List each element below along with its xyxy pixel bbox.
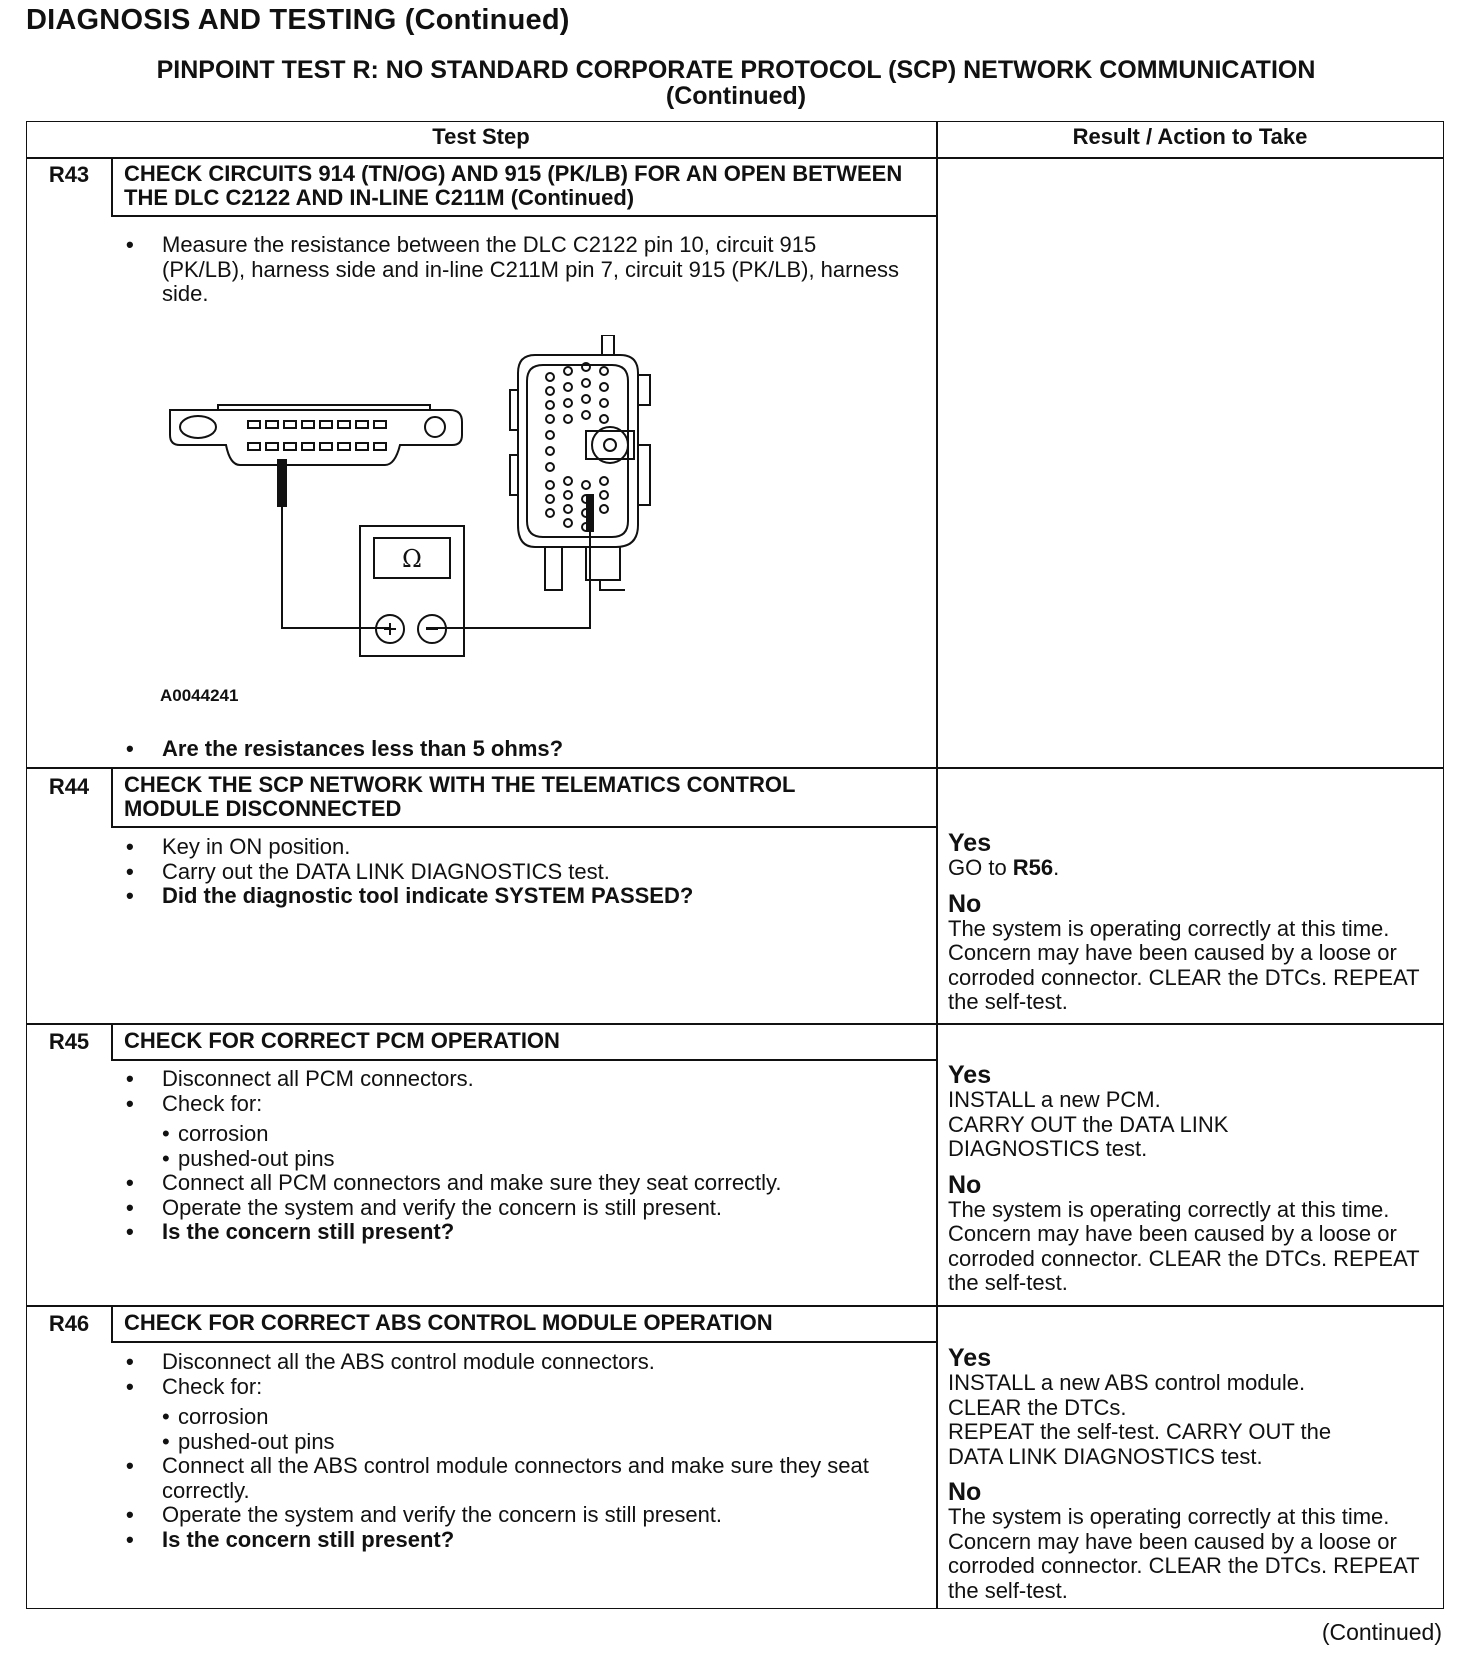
bullet-r46-1: • Disconnect all the ABS control module connectors.: [122, 1350, 892, 1375]
sub-bullet-r46-1: • corrosion: [122, 1405, 892, 1430]
column-header-result: Result / Action to Take: [1072, 124, 1308, 149]
ohm-symbol: Ω: [402, 545, 422, 573]
question-block-r43: [122, 737, 922, 762]
bullet-r45-2: • Check for:: [122, 1092, 922, 1117]
bullet-r46-2: • Check for:: [122, 1375, 892, 1400]
yes-label-r45: Yes: [948, 1061, 992, 1089]
subtitle-line-1: PINPOINT TEST R: NO STANDARD CORPORATE PROTOCOL (SCP) NETWORK COMMUNICATION: [156, 56, 1316, 84]
page-title: DIAGNOSIS AND TESTING (Continued): [26, 4, 570, 36]
bullet-r44-2: • Carry out the DATA LINK DIAGNOSTICS test.: [122, 860, 922, 885]
step-title-r44: CHECK THE SCP NETWORK WITH THE TELEMATICS CONTROL MODULE DISCONNECTED: [124, 772, 795, 821]
sub-bullet-r46-2: • pushed-out pins: [122, 1430, 892, 1455]
id-divider-r44: [111, 767, 113, 826]
bullet-r45-4: • Operate the system and verify the concern is still present.: [122, 1196, 922, 1221]
step-title-r43: CHECK CIRCUITS 914 (TN/OG) AND 915 (PK/LB) FOR AN OPEN BETWEEN THE DLC C2122 AND IN-LINE C211M (Continued): [124, 161, 903, 210]
bullet-r46-3: • Connect all the ABS control module connectors and make sure they seat correctly.: [122, 1454, 892, 1503]
step-id-r43: R43: [48, 162, 90, 187]
column-divider: [936, 121, 938, 1609]
c211m-connector-icon: [510, 335, 650, 590]
sub-bullet-r45-1: • corrosion: [122, 1122, 922, 1147]
no-label-r44: No: [948, 889, 982, 918]
step-title-r45: CHECK FOR CORRECT PCM OPERATION: [124, 1028, 560, 1053]
yes-action-r45-1: INSTALL a new PCM.: [948, 1087, 1161, 1112]
step-body-r44: [122, 835, 922, 909]
row-rule-r45: [26, 1023, 1444, 1025]
bullet-r45-1: • Disconnect all PCM connectors.: [122, 1067, 922, 1092]
title-rule-r45: [111, 1059, 936, 1061]
question-r43: • Are the resistances less than 5 ohms?: [122, 737, 922, 762]
step-body-r43: [122, 233, 902, 307]
continued-note: (Continued): [1321, 1619, 1442, 1645]
yes-action-r44: GO to R56.: [948, 855, 1060, 880]
column-header-test-step: Test Step: [432, 124, 530, 149]
goto-ref-r56[interactable]: R56: [1012, 855, 1054, 880]
no-action-r44: The system is operating correctly at this time. Concern may have been caused by a loose or corroded connector. CLEAR the DTCs. REPEAT the self-test.: [948, 915, 1420, 1014]
title-rule-r44: [111, 826, 936, 828]
sub-bullet-r45-2: • pushed-out pins: [122, 1147, 922, 1172]
question-r46: • Is the concern still present?: [122, 1528, 892, 1553]
id-divider-r45: [111, 1023, 113, 1059]
result-r44: [948, 830, 1448, 1015]
question-r44: • Did the diagnostic tool indicate SYSTEM PASSED?: [122, 884, 922, 909]
no-label-r46: No: [948, 1478, 982, 1506]
step-title-r46: CHECK FOR CORRECT ABS CONTROL MODULE OPERATION: [124, 1310, 773, 1335]
step-body-r46: [122, 1350, 892, 1552]
row-rule-r44: [26, 767, 1444, 769]
dlc-connector-icon: [170, 405, 462, 465]
step-id-r44: R44: [48, 774, 90, 799]
row-rule-r46: [26, 1305, 1444, 1307]
pinpoint-test-title: [26, 57, 1446, 109]
yes-action-r46-2: CLEAR the DTCs.: [948, 1394, 1127, 1420]
step-body-r45: [122, 1067, 922, 1245]
bullet-r46-4: • Operate the system and verify the concern is still present.: [122, 1503, 892, 1528]
dlc-to-c211m-measurement-diagram: [150, 335, 770, 695]
yes-label-r44: Yes: [948, 829, 992, 857]
title-rule-r46: [111, 1341, 936, 1343]
yes-action-r45-2: CARRY OUT the DATA LINK DIAGNOSTICS test.: [948, 1111, 1229, 1161]
instruction-r43: • Measure the resistance between the DLC C2122 pin 10, circuit 915 (PK/LB), harness side and in-line C211M pin 7, circuit 915 (PK/LB), harness side.: [122, 233, 902, 307]
result-r46: [948, 1345, 1418, 1603]
subtitle-line-2: (Continued): [665, 82, 807, 110]
step-id-r46: R46: [48, 1311, 90, 1336]
step-id-r45: R45: [48, 1029, 90, 1054]
result-r45: [948, 1061, 1420, 1296]
bullet-r45-3: • Connect all PCM connectors and make sure they seat correctly.: [122, 1171, 922, 1196]
question-r45: • Is the concern still present?: [122, 1220, 922, 1245]
figure-id: A0044241: [160, 686, 239, 705]
no-label-r45: No: [948, 1170, 982, 1199]
yes-action-r46-3: REPEAT the self-test. CARRY OUT the DATA LINK DIAGNOSTICS test.: [948, 1419, 1332, 1469]
header-rule: [26, 157, 1444, 159]
title-rule-r43: [111, 215, 936, 217]
no-action-r45: The system is operating correctly at this time. Concern may have been caused by a loose or corroded connector. CLEAR the DTCs. REPEAT the self-test.: [948, 1196, 1420, 1295]
bullet-r44-1: • Key in ON position.: [122, 835, 922, 860]
no-action-r46: The system is operating correctly at this time. Concern may have been caused by a loose or corroded connector. CLEAR the DTCs. REPEAT the self-test.: [948, 1504, 1420, 1603]
id-divider-r43: [111, 157, 113, 216]
yes-action-r46-1: INSTALL a new ABS control module.: [948, 1370, 1306, 1395]
id-divider-r46: [111, 1305, 113, 1342]
yes-label-r46: Yes: [948, 1344, 992, 1372]
